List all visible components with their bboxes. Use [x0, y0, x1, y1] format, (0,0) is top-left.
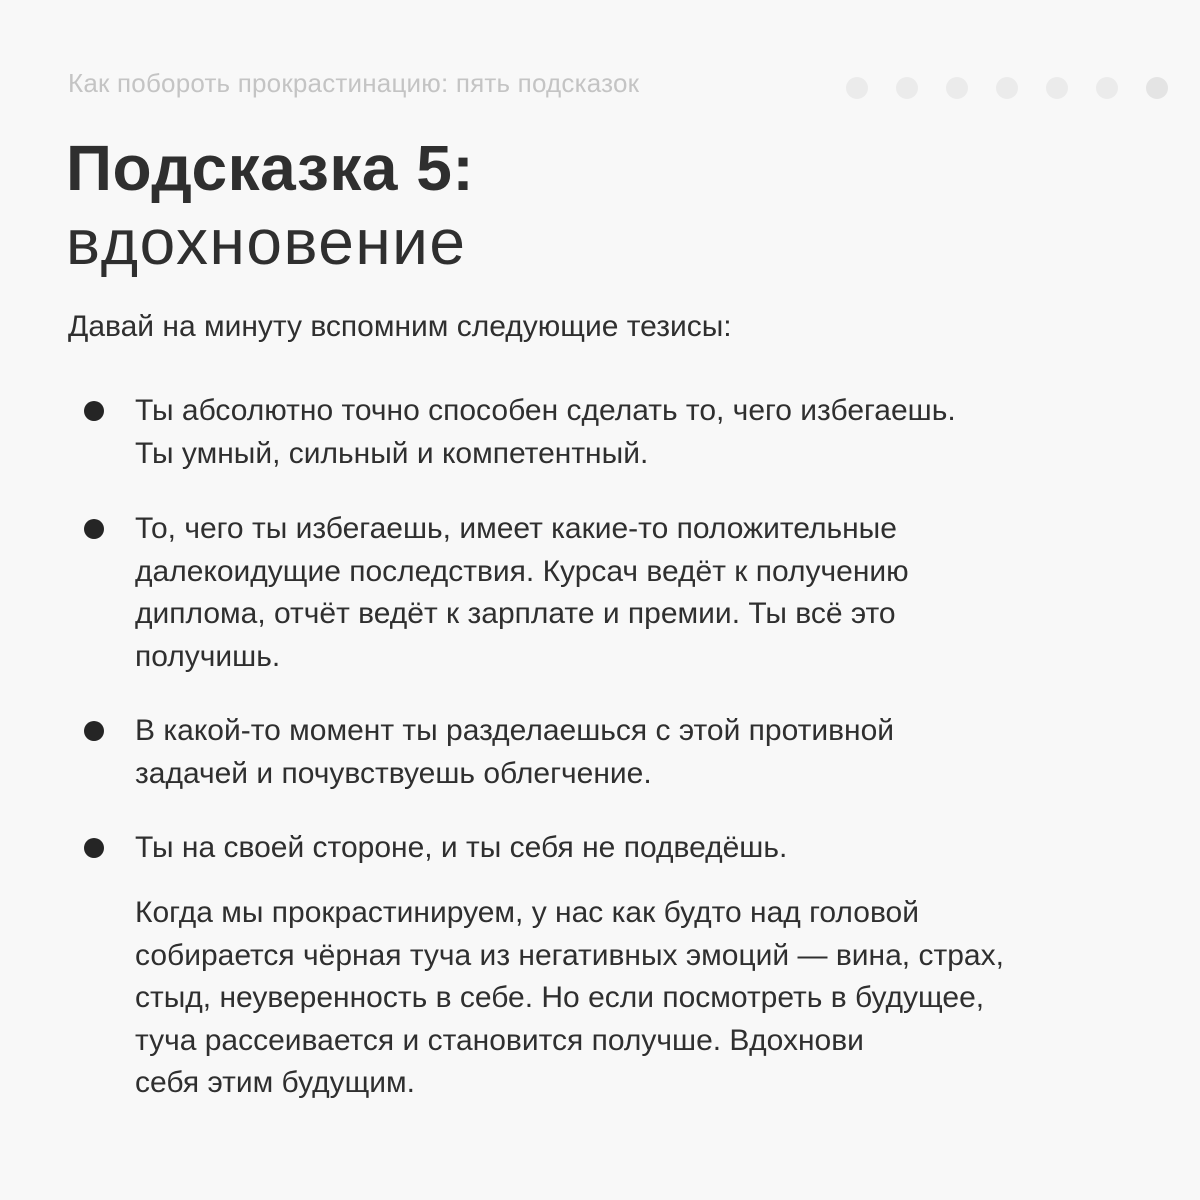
list-item-text: В какой-то момент ты разделаешься с этой противной задачей и почувствуешь облегчение. [135, 714, 895, 790]
pagination-dot[interactable] [1046, 77, 1068, 99]
pagination-dot[interactable] [1096, 77, 1118, 99]
list-item-text: Ты абсолютно точно способен сделать то, чего избегаешь. Ты умный, сильный и компетентный. [135, 394, 956, 470]
closing-paragraph: Когда мы прокрастинируем, у нас как будто над головой собирается чёрная туча из негативных эмоций — вина, страх, стыд, неуверенность в себе. Но если посмотреть в будущее, туча рассеивается и становится получше. Вдохнови себя этим будущим. [135, 896, 1004, 1099]
pagination-dot[interactable] [946, 77, 968, 99]
bullet-icon [84, 838, 104, 858]
bullet-icon [84, 721, 104, 741]
intro-text: Давай на минуту вспомним следующие тезисы: [68, 310, 732, 343]
list-item-text: То, чего ты избегаешь, имеет какие-то положительные далекоидущие последствия. Курсач ведёт к получению диплома, отчёт ведёт к зарплате и премии. Ты всё это получишь. [135, 512, 909, 673]
page-subtitle: вдохновение [66, 206, 467, 278]
pagination-dot[interactable] [846, 77, 868, 99]
pagination-dot[interactable] [896, 77, 918, 99]
list-item-text: Ты на своей стороне, и ты себя не подведёшь. [135, 831, 788, 864]
page-title: Подсказка 5: [66, 132, 475, 204]
series-title: Как побороть прокрастинацию: пять подсказок [68, 68, 640, 98]
pagination-dot[interactable] [996, 77, 1018, 99]
pagination-dot-current[interactable] [1146, 77, 1168, 99]
bullet-icon [84, 519, 104, 539]
bullet-icon [84, 401, 104, 421]
pagination-dots [846, 77, 1168, 99]
